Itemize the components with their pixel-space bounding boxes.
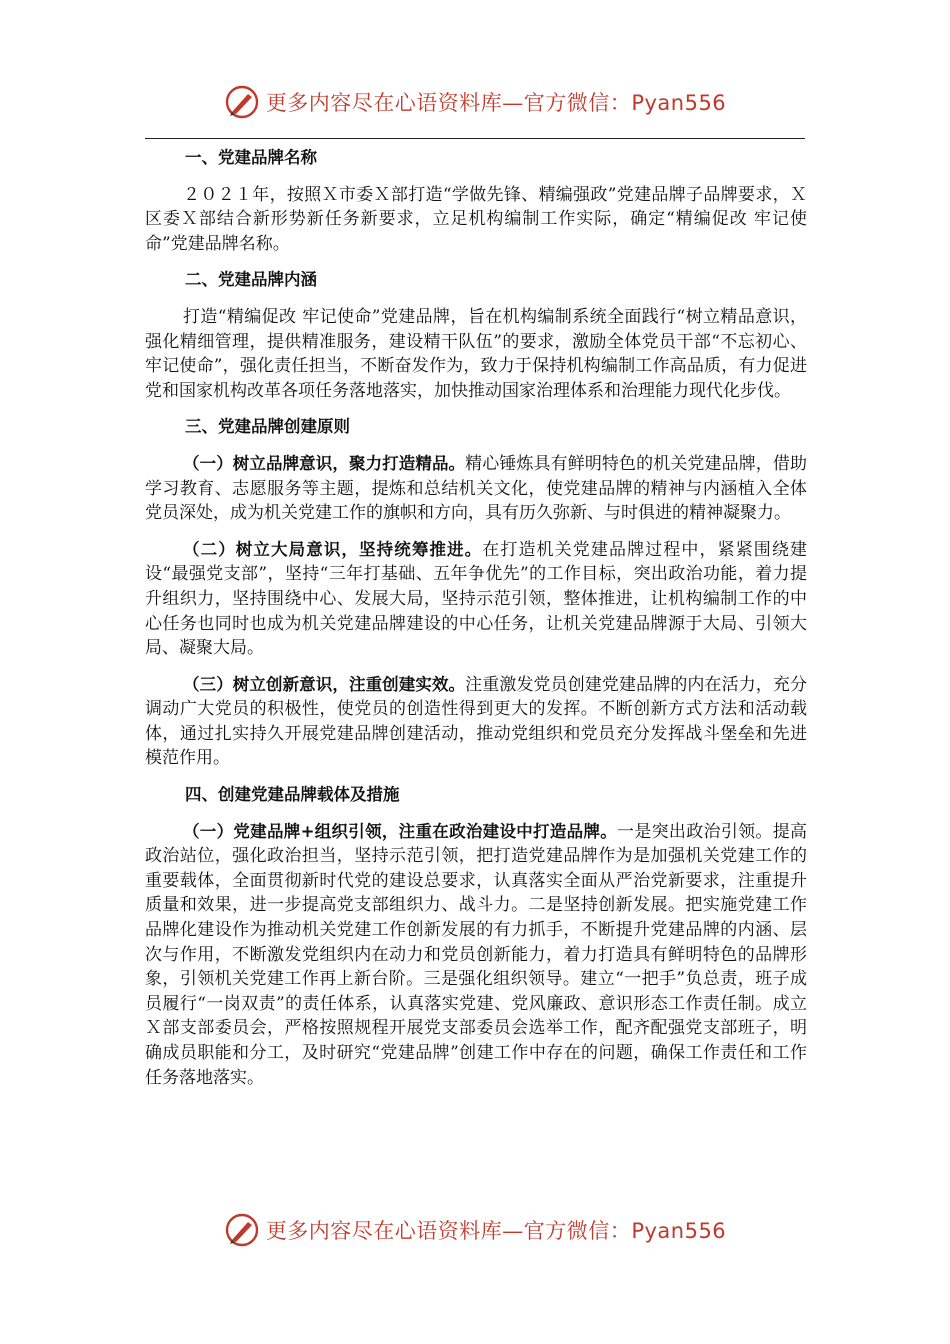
header-rule xyxy=(145,138,805,139)
section-heading-1: 一、党建品牌名称 xyxy=(185,148,317,167)
watermark-banner-top xyxy=(0,82,950,122)
pen-logo-icon xyxy=(224,1212,260,1248)
paragraph-lead: （一）树立品牌意识，聚力打造精品。 xyxy=(183,453,466,473)
paragraph-lead: （一）党建品牌+组织引领，注重在政治建设中打造品牌。 xyxy=(183,821,618,841)
paragraph-lead: （二）树立大局意识，坚持统筹推进。 xyxy=(183,539,483,559)
watermark-text: 更多内容尽在心语资料库—官方微信：Pyan556 xyxy=(265,91,727,115)
pen-logo-icon xyxy=(224,84,260,120)
paragraph: （三）树立创新意识，注重创建实效。注重激发党员创建党建品牌的内在活力，充分调动广大党员的积极性，使党员的创造性得到更大的发挥。不断创新方式方法和活动载体，通过扎实持久开展党建品牌创建活动，推动党组织和党员充分发挥战斗堡垒和先进模范作用。 xyxy=(145,674,808,769)
section-heading-2: 二、党建品牌内涵 xyxy=(185,270,317,290)
watermark-text: 更多内容尽在心语资料库—官方微信：Pyan556 xyxy=(265,1219,727,1243)
section-heading-3: 三、党建品牌创建原则 xyxy=(185,417,350,437)
paragraph: （一）党建品牌+组织引领，注重在政治建设中打造品牌。一是突出政治引领。提高政治站位，强化政治担当，坚持示范引领，把打造党建品牌作为是加强机关党建工作的重要载体，全面贯彻新时代党的建设总要求，认真落实全面从严治党新要求，注重提升质量和效果，进一步提高党支部组织力、战斗力。二是坚持创新发展。把实施党建工作品牌化建设作为推动机关党建工作创新发展的有力抓手，不断提升党建品牌的内涵、层次与作用，不断激发党组织内在动力和党员创新能力，着力打造具有鲜明特色的品牌形象，引领机关党建工作再上新台阶。三是强化组织领导。建立“一把手”负总责，班子成员履行“一岗双责”的责任体系，认真落实党建、党风廉政、意识形态工作责任制。成立Ｘ部支部委员会，严格按照规程开展党支部委员会选举工作，配齐配强党支部班子，明确成员职能和分工，及时研究“党建品牌”创建工作中存在的问题，确保工作责任和工作任务落地落实。 xyxy=(145,821,808,1088)
paragraph: （二）树立大局意识，坚持统筹推进。在打造机关党建品牌过程中，紧紧围绕建设“最强党支部”，坚持“三年打基础、五年争优先”的工作目标，突出政治功能，着力提升组织力，坚持围绕中心、发展大局，坚持示范引领，整体推进，让机构编制工作的中心任务也同时也成为机关党建品牌建设的中心任务，让机关党建品牌源于大局、引领大局、凝聚大局。 xyxy=(145,539,807,659)
paragraph: ２０２１年，按照Ｘ市委Ｘ部打造“学做先锋、精编强政”党建品牌子品牌要求，Ｘ区委Ｘ部结合新形势新任务新要求，立足机构编制工作实际，确定“精编促改 牢记使命”党建品牌名称。 xyxy=(145,184,807,254)
document-body xyxy=(145,146,807,1090)
section-heading-4: 四、创建党建品牌载体及措施 xyxy=(185,785,400,805)
paragraph-lead: （三）树立创新意识，注重创建实效。 xyxy=(183,674,466,694)
paragraph: （一）树立品牌意识，聚力打造精品。精心锤炼具有鲜明特色的机关党建品牌，借助学习教育、志愿服务等主题，提炼和总结机关文化，使党建品牌的精神与内涵植入全体党员深处，成为机关党建工作的旗帜和方向，具有历久弥新、与时俱进的精神凝聚力。 xyxy=(145,453,808,524)
paragraph: 打造“精编促改 牢记使命”党建品牌，旨在机构编制系统全面践行“树立精品意识，强化精细管理，提供精准服务，建设精干队伍”的要求，激励全体党员干部“不忘初心、牢记使命”，强化责任担当，不断奋发作为，致力于保持机构编制工作高品质，有力促进党和国家机构改革各项任务落地落实，加快推动国家治理体系和治理能力现代化步伐。 xyxy=(145,306,807,401)
watermark-banner-bottom xyxy=(0,1210,950,1250)
